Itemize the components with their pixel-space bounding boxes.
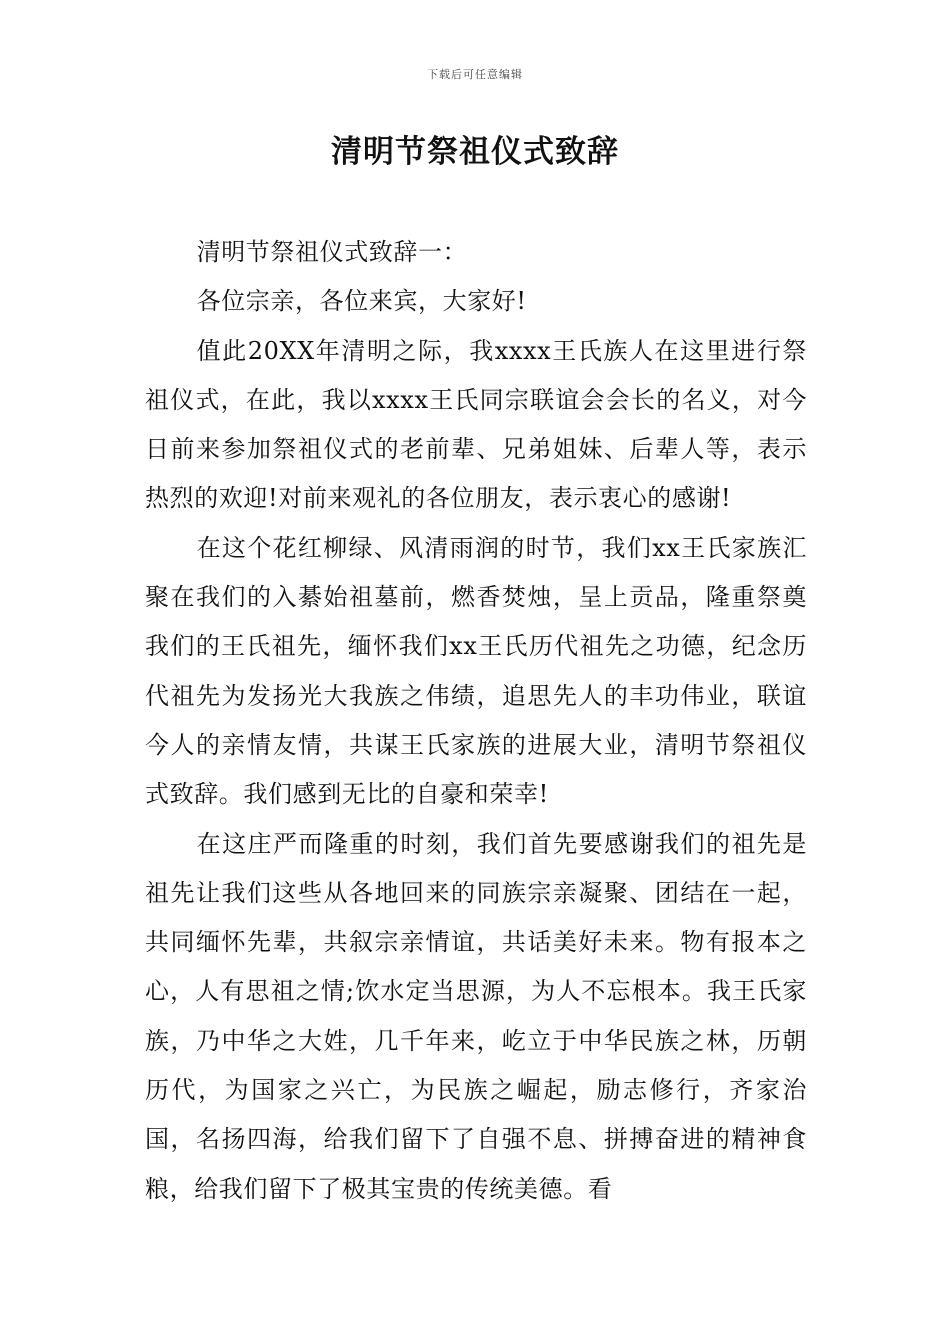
paragraph-gathering: 在这个花红柳绿、风清雨润的时节，我们xx王氏家族汇聚在我们的入綦始祖墓前，燃香焚烛，呈上贡品，隆重祭奠我们的王氏祖先，缅怀我们xx王氏历代祖先之功德，纪念历代祖先为发扬光大我族之伟绩，追思先人的丰功伟业，联谊今人的亲情友情，共谋王氏家族的进展大业，清明节祭祖仪式致辞。我们感到无比的自豪和荣幸!: [145, 533, 807, 809]
header-note: 下载后可任意编辑: [427, 68, 523, 81]
paragraph-section-heading: 清明节祭祖仪式致辞一：: [196, 238, 468, 266]
paragraph-gratitude: 在这庄严而隆重的时刻，我们首先要感谢我们的祖先是祖先让我们这些从各地回来的同族宗亲凝聚、团结在一起，共同缅怀先辈，共叙宗亲情谊，共话美好未来。物有报本之心，人有思祖之情;饮水定当思源，为人不忘根本。我王氏家族，乃中华之大姓，几千年来，屹立于中华民族之林，历朝历代，为国家之兴亡，为民族之崛起，励志修行，齐家治国，名扬四海，给我们留下了自强不息、拼搏奋进的精神食粮，给我们留下了极其宝贵的传统美德。看: [145, 829, 807, 1203]
document-body: [145, 228, 807, 1214]
document-title: 清明节祭祖仪式致辞: [331, 134, 619, 170]
paragraph-greeting: 各位宗亲，各位来宾，大家好!: [196, 287, 527, 316]
paragraph-welcome: 值此20XX年清明之际，我xxxx王氏族人在这里进行祭祖仪式，在此，我以xxxx王氏同宗联谊会会长的名义，对今日前来参加祭祖仪式的老前辈、兄弟姐妹、后辈人等，表示热烈的欢迎!对前来观礼的各位朋友，表示衷心的感谢!: [145, 336, 807, 513]
